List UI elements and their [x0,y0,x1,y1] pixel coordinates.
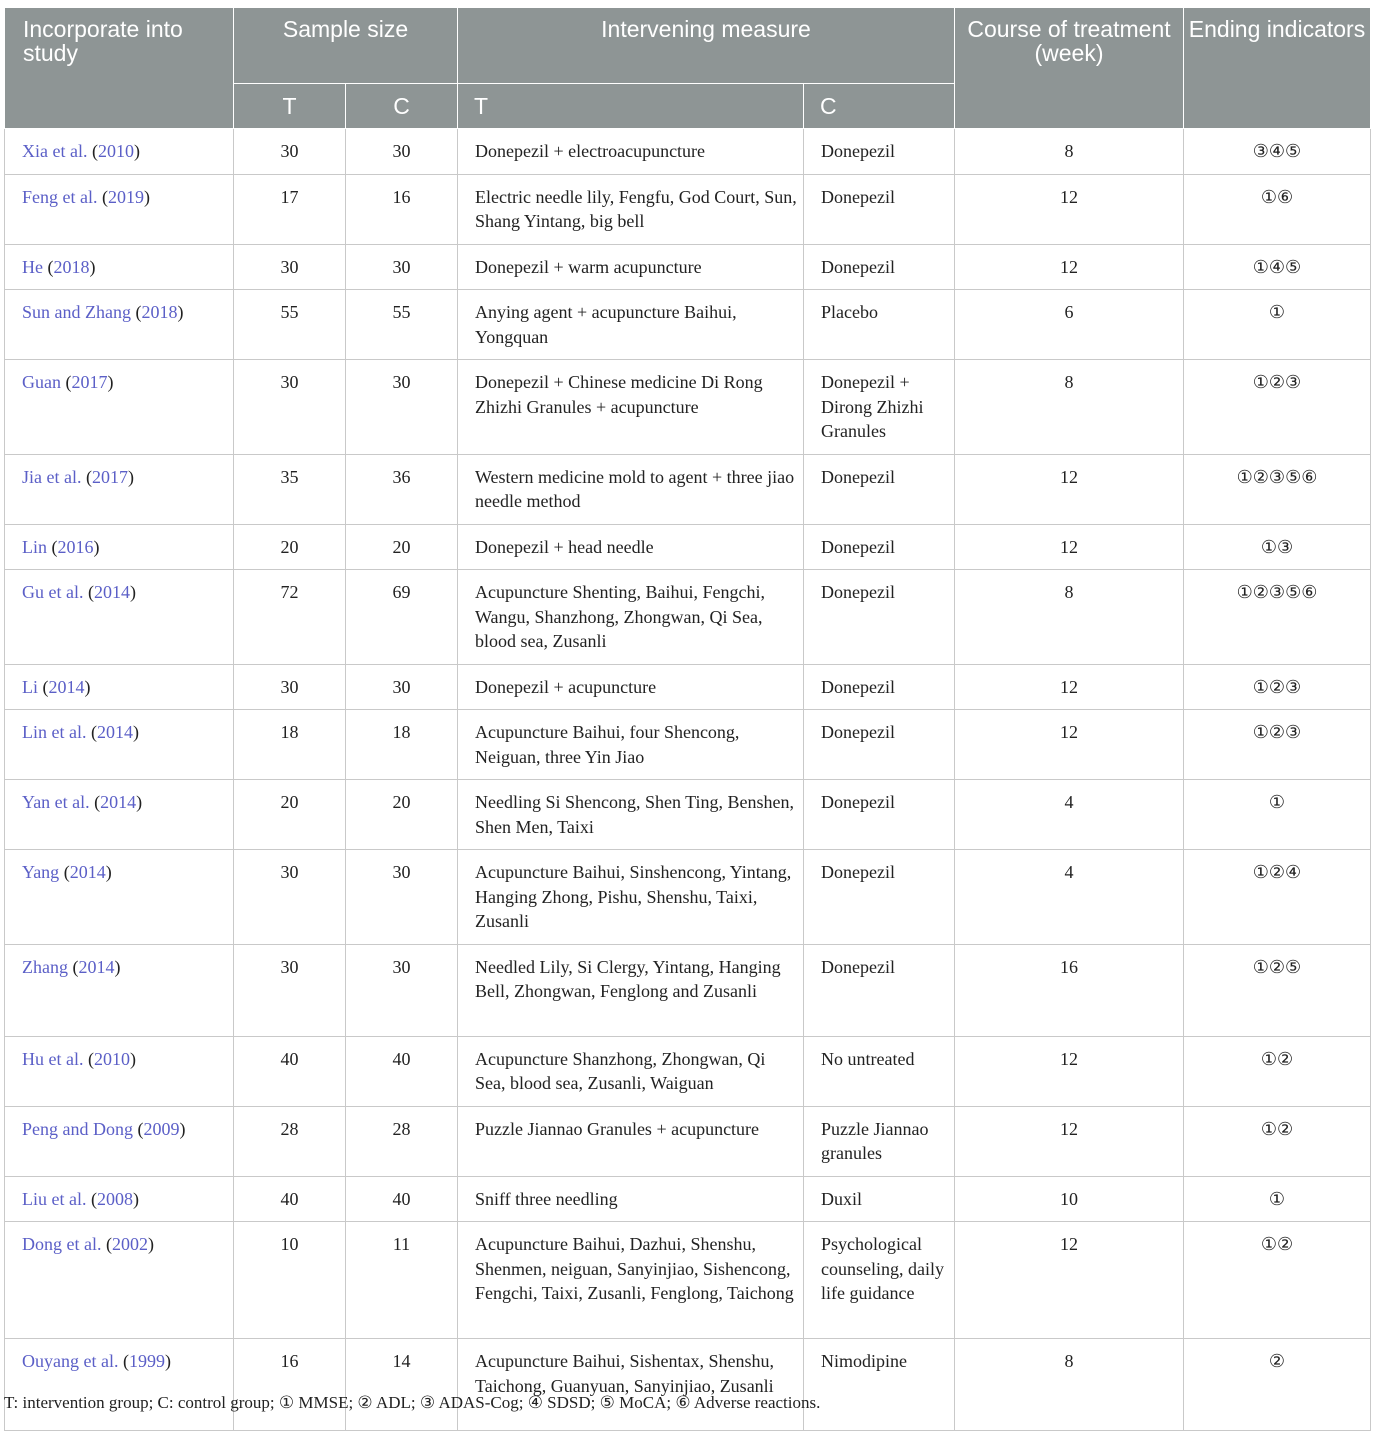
course-cell: 8 [955,570,1184,665]
table-row [5,664,1371,710]
sample-c-cell: 40 [346,1176,458,1222]
header-course: Course of treatment (week) [955,8,1184,129]
study-cell: He (2018) [5,244,234,290]
sample-t-cell: 30 [234,664,346,710]
sample-t-cell: 20 [234,524,346,570]
measure-c-cell: Donepezil [804,454,955,524]
course-cell: 4 [955,850,1184,945]
measure-t-cell: Anying agent + acupuncture Baihui, Yongquan [458,290,804,360]
table-body [5,129,1371,1431]
sample-c-cell: 18 [346,710,458,780]
study-cell: Sun and Zhang (2018) [5,290,234,360]
study-cell: Gu et al. (2014) [5,570,234,665]
year-link[interactable]: 2014 [96,722,133,742]
indicators-cell: ①②③ [1184,710,1371,780]
sample-c-cell: 30 [346,360,458,455]
sample-c-cell: 36 [346,454,458,524]
indicators-cell: ①②⑤ [1184,944,1371,1036]
measure-t-cell: Needling Si Shencong, Shen Ting, Benshen, Shen Men, Taixi [458,780,804,850]
measure-t-cell: Sniff three needling [458,1176,804,1222]
sample-t-cell: 30 [234,850,346,945]
course-cell: 12 [955,1036,1184,1106]
header-intervening-measure: Intervening measure [458,8,955,84]
table-row [5,290,1371,360]
sample-t-cell: 17 [234,174,346,244]
table-row [5,129,1371,175]
table-row [5,780,1371,850]
table-row [5,524,1371,570]
measure-c-cell: Nimodipine [804,1339,955,1431]
measure-t-cell: Acupuncture Baihui, four Shencong, Neiguan, three Yin Jiao [458,710,804,780]
measure-t-cell: Acupuncture Baihui, Sishentax, Shenshu, Taichong, Guanyuan, Sanyinjiao, Zusanli [458,1339,804,1431]
year-link[interactable]: 2014 [69,862,106,882]
author-link[interactable]: Xia et al. [22,141,88,161]
measure-t-cell: Acupuncture Baihui, Sinshencong, Yintang, Hanging Zhong, Pishu, Shenshu, Taixi, Zusanli [458,850,804,945]
study-cell: Jia et al. (2017) [5,454,234,524]
sample-c-cell: 14 [346,1339,458,1431]
author-link[interactable]: Hu et al. [22,1048,84,1069]
subheader-sample-t: T [234,84,346,129]
subheader-measure-c: C [804,84,955,129]
measure-t-cell: Acupuncture Shenting, Baihui, Fengchi, Wangu, Shanzhong, Zhongwan, Qi Sea, blood sea, Zusanli [458,570,804,665]
measure-t-cell: Acupuncture Baihui, Dazhui, Shenshu, Shenmen, neiguan, Sanyinjiao, Sishencong, Fengchi, Taixi, Zusanli, Fenglong, Taichong [458,1222,804,1339]
sample-t-cell: 18 [234,710,346,780]
year-link[interactable]: 2010 [93,1048,130,1069]
author-link[interactable]: Jia et al. [22,466,82,487]
table-row [5,360,1371,455]
measure-c-cell: Donepezil [804,129,955,175]
sample-t-cell: 30 [234,129,346,175]
measure-t-cell: Donepezil + Chinese medicine Di Rong Zhizhi Granules + acupuncture [458,360,804,455]
measure-c-cell: Donepezil + Dirong Zhizhi Granules [804,360,955,455]
table-row [5,710,1371,780]
author-link[interactable]: Feng et al. [22,186,98,207]
sample-t-cell: 30 [234,360,346,455]
study-cell: Li (2014) [5,664,234,710]
indicators-cell: ①② [1184,1106,1371,1176]
measure-c-cell: Donepezil [804,944,955,1036]
year-link[interactable]: 2014 [78,956,115,977]
course-cell: 4 [955,780,1184,850]
study-cell: Lin (2016) [5,524,234,570]
course-cell: 10 [955,1176,1184,1222]
course-cell: 16 [955,944,1184,1036]
study-cell: Peng and Dong (2009) [5,1106,234,1176]
table-footnote: T: intervention group; C: control group; ① MMSE; ② ADL; ③ ADAS-Cog; ④ SDSD; ⑤ MoCA; ⑥ Adverse reactions. [4,1393,821,1412]
course-cell: 12 [955,664,1184,710]
measure-c-cell: Donepezil [804,664,955,710]
table-header [5,8,1371,129]
sample-c-cell: 30 [346,850,458,945]
sample-t-cell: 35 [234,454,346,524]
study-cell: Lin et al. (2014) [5,710,234,780]
measure-c-cell: Placebo [804,290,955,360]
table-row [5,174,1371,244]
measure-t-cell: Donepezil + acupuncture [458,664,804,710]
course-cell: 12 [955,174,1184,244]
measure-t-cell: Donepezil + head needle [458,524,804,570]
year-link[interactable]: 2014 [93,582,130,602]
table-row [5,944,1371,1036]
study-cell: Liu et al. (2008) [5,1176,234,1222]
sample-c-cell: 20 [346,780,458,850]
table-row [5,850,1371,945]
sample-t-cell: 16 [234,1339,346,1431]
author-link[interactable]: Peng and Dong [22,1118,133,1139]
measure-t-cell: Electric needle lily, Fengfu, God Court, Sun, Shang Yintang, big bell [458,174,804,244]
indicators-cell: ①②③⑤⑥ [1184,570,1371,665]
sample-c-cell: 30 [346,664,458,710]
indicators-cell: ① [1184,780,1371,850]
indicators-cell: ① [1184,1176,1371,1222]
table-row [5,1106,1371,1176]
course-cell: 12 [955,244,1184,290]
sample-c-cell: 30 [346,944,458,1036]
course-cell: 12 [955,1222,1184,1339]
indicators-cell: ③④⑤ [1184,129,1371,175]
course-cell: 12 [955,710,1184,780]
study-cell: Zhang (2014) [5,944,234,1036]
sample-t-cell: 55 [234,290,346,360]
course-cell: 8 [955,1339,1184,1431]
measure-c-cell: Donepezil [804,570,955,665]
measure-c-cell: Donepezil [804,850,955,945]
sample-t-cell: 40 [234,1176,346,1222]
sample-t-cell: 10 [234,1222,346,1339]
indicators-cell: ①②③⑤⑥ [1184,454,1371,524]
sample-t-cell: 20 [234,780,346,850]
table-row [5,1222,1371,1339]
year-link[interactable]: 2018 [141,302,178,322]
sample-t-cell: 40 [234,1036,346,1106]
sample-c-cell: 11 [346,1222,458,1339]
subheader-measure-t: T [458,84,804,129]
study-cell: Guan (2017) [5,360,234,455]
author-link[interactable]: Ouyang et al. [22,1351,119,1371]
course-cell: 8 [955,360,1184,455]
indicators-cell: ①②③ [1184,664,1371,710]
indicators-cell: ①④⑤ [1184,244,1371,290]
author-link[interactable]: Liu et al. [22,1188,87,1209]
course-cell: 6 [955,290,1184,360]
year-link[interactable]: 2017 [91,466,128,487]
year-link[interactable]: 1999 [128,1351,165,1371]
study-cell: Feng et al. (2019) [5,174,234,244]
course-cell: 12 [955,524,1184,570]
sample-t-cell: 28 [234,1106,346,1176]
header-sample-size: Sample size [234,8,458,84]
measure-c-cell: Donepezil [804,710,955,780]
sample-t-cell: 30 [234,944,346,1036]
measure-c-cell: Donepezil [804,780,955,850]
year-link[interactable]: 2016 [57,536,94,557]
year-link[interactable]: 2008 [96,1188,133,1209]
measure-c-cell: Puzzle Jiannao granules [804,1106,955,1176]
study-cell: Xia et al. (2010) [5,129,234,175]
table-row [5,244,1371,290]
author-link[interactable]: He [22,256,43,277]
sample-c-cell: 20 [346,524,458,570]
measure-c-cell: Duxil [804,1176,955,1222]
indicators-cell: ①②④ [1184,850,1371,945]
study-cell: Dong et al. (2002) [5,1222,234,1339]
table-row [5,570,1371,665]
measure-c-cell: Donepezil [804,174,955,244]
indicators-cell: ① [1184,290,1371,360]
measure-c-cell: No untreated [804,1036,955,1106]
year-link[interactable]: 2014 [100,792,137,812]
study-cell: Yan et al. (2014) [5,780,234,850]
header-ending-indicators: Ending indicators [1184,8,1371,129]
table-row [5,1036,1371,1106]
year-link[interactable]: 2009 [143,1118,180,1139]
author-link[interactable]: Yang [22,862,60,882]
author-link[interactable]: Li [22,676,38,697]
sample-c-cell: 30 [346,244,458,290]
year-link[interactable]: 2019 [107,186,144,207]
author-link[interactable]: Zhang [22,956,68,977]
course-cell: 8 [955,129,1184,175]
table-row [5,454,1371,524]
sample-c-cell: 55 [346,290,458,360]
indicators-cell: ①② [1184,1222,1371,1339]
study-cell: Yang (2014) [5,850,234,945]
subheader-sample-c: C [346,84,458,129]
author-link[interactable]: Yan et al. [22,792,90,812]
indicators-cell: ①⑥ [1184,174,1371,244]
measure-t-cell: Needled Lily, Si Clergy, Yintang, Hanging Bell, Zhongwan, Fenglong and Zusanli [458,944,804,1036]
sample-c-cell: 16 [346,174,458,244]
indicators-cell: ①③ [1184,524,1371,570]
study-cell: Ouyang et al. (1999) [5,1339,234,1431]
year-link[interactable]: 2017 [71,372,108,392]
author-link[interactable]: Lin et al. [22,722,87,742]
study-cell: Hu et al. (2010) [5,1036,234,1106]
table-row [5,1339,1371,1431]
sample-t-cell: 30 [234,244,346,290]
author-link[interactable]: Lin [22,536,47,557]
measure-t-cell: Acupuncture Shanzhong, Zhongwan, Qi Sea, blood sea, Zusanli, Waiguan [458,1036,804,1106]
sample-c-cell: 40 [346,1036,458,1106]
course-cell: 12 [955,1106,1184,1176]
year-link[interactable]: 2010 [97,141,134,161]
sample-t-cell: 72 [234,570,346,665]
measure-t-cell: Western medicine mold to agent + three jiao needle method [458,454,804,524]
measure-t-cell: Donepezil + electroacupuncture [458,129,804,175]
measure-t-cell: Puzzle Jiannao Granules + acupuncture [458,1106,804,1176]
indicators-cell: ② [1184,1339,1371,1431]
year-link[interactable]: 2018 [53,256,90,277]
indicators-cell: ①② [1184,1036,1371,1106]
table-row [5,1176,1371,1222]
year-link[interactable]: 2014 [48,676,85,697]
sample-c-cell: 28 [346,1106,458,1176]
year-link[interactable]: 2002 [111,1234,148,1254]
author-link[interactable]: Sun and Zhang [22,302,131,322]
header-study: Incorporate into study [5,8,234,129]
author-link[interactable]: Gu et al. [22,582,84,602]
indicators-cell: ①②③ [1184,360,1371,455]
measure-t-cell: Donepezil + warm acupuncture [458,244,804,290]
measure-c-cell: Donepezil [804,244,955,290]
measure-c-cell: Donepezil [804,524,955,570]
course-cell: 12 [955,454,1184,524]
author-link[interactable]: Guan [22,372,61,392]
measure-c-cell: Psychological counseling, daily life guidance [804,1222,955,1339]
sample-c-cell: 30 [346,129,458,175]
author-link[interactable]: Dong et al. [22,1234,102,1254]
studies-table [4,7,1371,1431]
sample-c-cell: 69 [346,570,458,665]
